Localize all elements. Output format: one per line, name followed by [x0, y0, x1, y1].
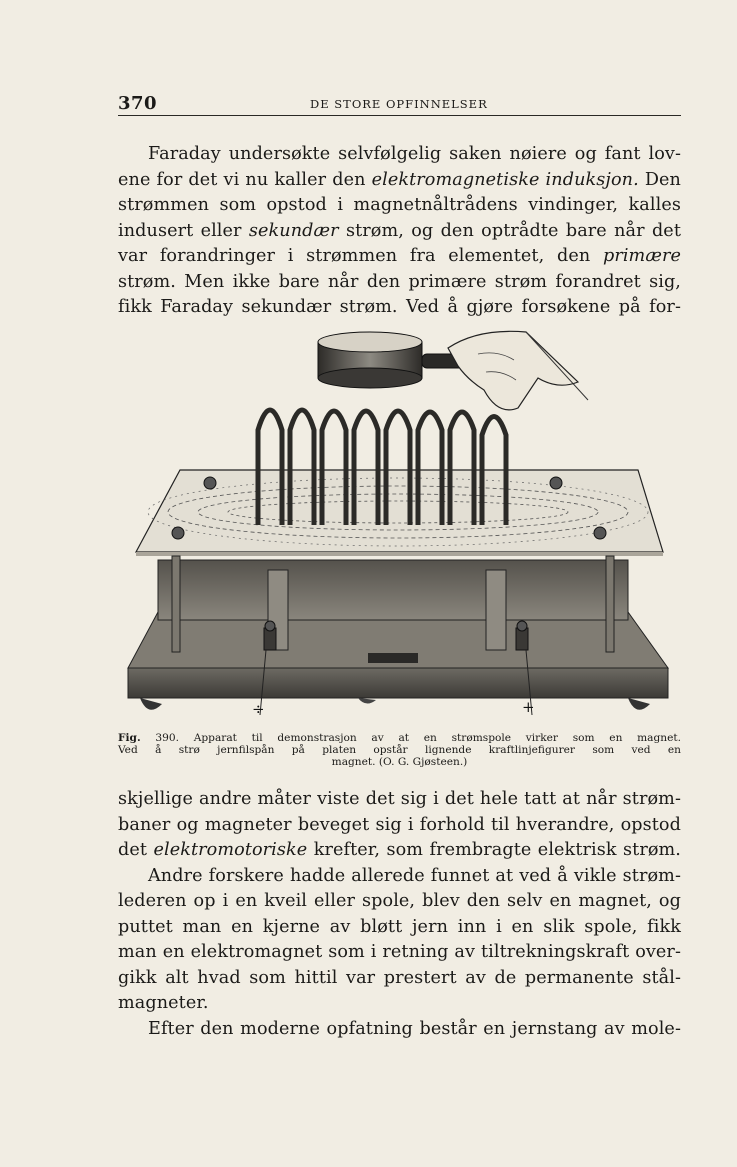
caption-line-2: Ved å strø jernfilspån på platen opstår lignende kraftlinjefigurer som ved en: [118, 744, 681, 756]
page-header: [118, 93, 681, 116]
text-line: strømmen som opstod i magnetnåltrådens vindinger, kalles: [118, 195, 681, 215]
text-line: puttet man en kjerne av bløtt jern inn i en slik spole, fikk: [118, 916, 681, 937]
figure-apparatus: [118, 320, 681, 725]
text-line: det elektromotoriske krefter, som frembragte elektrisk strøm.: [118, 840, 681, 860]
figure-caption: [118, 732, 681, 768]
paragraph-top: [118, 142, 681, 321]
page-number: 370: [118, 93, 158, 114]
caption-line-3: magnet. (O. G. Gjøsteen.): [331, 756, 468, 768]
hand: [448, 331, 588, 410]
text-line: gikk alt hvad som hittil var prestert av de permanente stål-: [118, 967, 681, 988]
text-line: var forandringer i strømmen fra elementet, den primære: [118, 246, 681, 266]
text-line: lederen op i en kveil eller spole, blev den selv en magnet, og: [118, 891, 681, 911]
caption-line-1: Fig. 390. Apparat til demonstrasjon av at en strømspole virker som en magnet.: [118, 732, 681, 744]
text-line: indusert eller sekundær strøm, og den optrådte bare når det: [118, 220, 681, 241]
text-line: man en elektromagnet som i retning av tiltrekningskraft over-: [118, 942, 681, 962]
text-line: strøm. Men ikke bare når den primære strøm forandret sig,: [118, 271, 681, 292]
paragraph-bottom: [118, 787, 681, 1042]
plus-label: +: [522, 698, 535, 716]
text-line: skjellige andre måter viste det sig i det hele tatt at når strøm-: [118, 789, 681, 809]
text-line: ene for det vi nu kaller den elektromagnetiske induksjon. Den: [118, 169, 681, 190]
text-line: fikk Faraday sekundær strøm. Ved å gjøre forsøkene på for-: [118, 297, 681, 317]
text-line: Andre forskere hadde allerede funnet at ved å vikle strøm-: [148, 865, 681, 886]
running-title: DE STORE OPFINNELSER: [310, 97, 488, 111]
text-line: Faraday undersøkte selvfølgelig saken nøiere og fant lov-: [148, 144, 681, 164]
text-line: magneter.: [118, 993, 209, 1013]
minus-label: ÷: [252, 700, 265, 718]
text-line: Efter den moderne opfatning består en jernstang av mole-: [148, 1018, 681, 1039]
text-line: baner og magneter beveget sig i forhold til hverandre, opstod: [118, 814, 681, 835]
apparatus-illustration: [118, 320, 681, 725]
